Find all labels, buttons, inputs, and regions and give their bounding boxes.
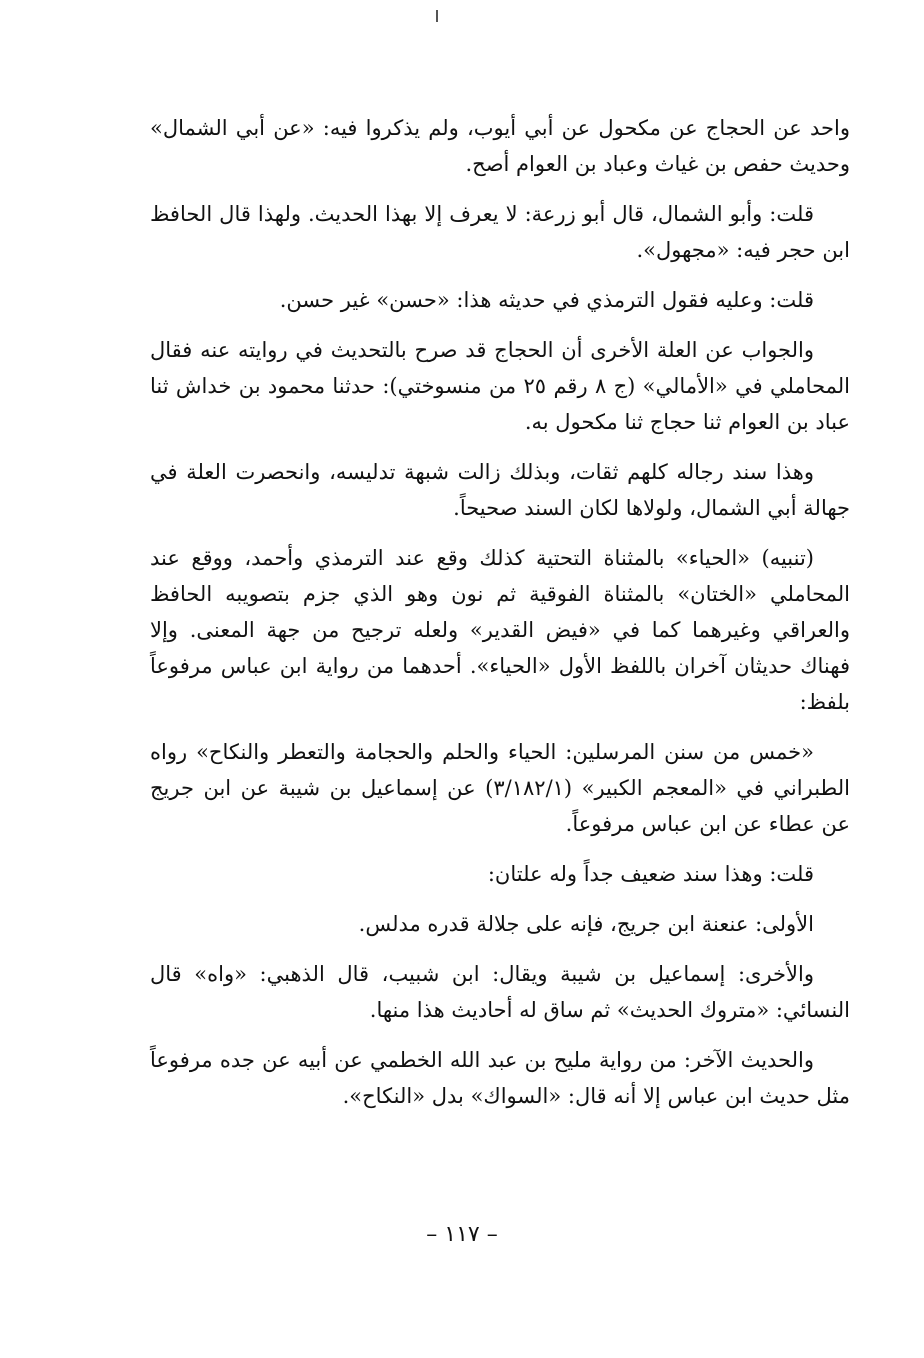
paragraph-10: والأخرى: إسماعيل بن شيبة ويقال: ابن شبيب، قال الذهبي: «واه» قال النسائي: «متروك الحديث» ثم ساق له أحاديث هذا منها.: [150, 962, 850, 1022]
top-margin-mark: [436, 10, 438, 22]
paragraph-9: الأولى: عنعنة ابن جريج، فإنه على جلالة قدره مدلس.: [358, 912, 814, 936]
paragraph-6: (تنبيه) «الحياء» بالمثناة التحتية كذلك وقع عند الترمذي وأحمد، ووقع عند المحاملي «الختان» بالمثناة الفوقية ثم نون وهو الذي جزم بتصويبه الحافظ والعراقي وغيرهما كما في «فيض القدير» ولعله ترجيح من جهة المعنى. وإلا فهناك حديثان آخران باللفظ الأول «الحياء». أحدهما من رواية ابن عباس مرفوعاً بلفظ:: [150, 546, 850, 714]
paragraph-4: والجواب عن العلة الأخرى أن الحجاج قد صرح بالتحديث في روايته عنه فقال المحاملي في «الأمالي» (ج ٨ رقم ٢٥ من منسوختي): حدثنا محمود بن خداش ثنا عباد بن العوام ثنا حجاج ثنا مكحول به.: [150, 338, 850, 434]
page-number: – ١١٧ –: [426, 1222, 498, 1247]
paragraph-3: قلت: وعليه فقول الترمذي في حديثه هذا: «حسن» غير حسن.: [279, 288, 814, 312]
paragraph-8: قلت: وهذا سند ضعيف جداً وله علتان:: [487, 862, 814, 886]
page-body-text: [150, 110, 850, 1128]
paragraph-1: واحد عن الحجاج عن مكحول عن أبي أيوب، ولم يذكروا فيه: «عن أبي الشمال» وحديث حفص بن غياث وعباد بن العوام أصح.: [150, 116, 850, 176]
paragraph-5: وهذا سند رجاله كلهم ثقات، وبذلك زالت شبهة تدليسه، وانحصرت العلة في جهالة أبي الشمال، ولولاها لكان السند صحيحاً.: [150, 460, 850, 520]
paragraph-2: قلت: وأبو الشمال، قال أبو زرعة: لا يعرف إلا بهذا الحديث. ولهذا قال الحافظ ابن حجر فيه: «مجهول».: [150, 202, 850, 262]
paragraph-7: «خمس من سنن المرسلين: الحياء والحلم والحجامة والتعطر والنكاح» رواه الطبراني في «المعجم الكبير» (٣/١٨٢/١) عن إسماعيل بن شيبة عن ابن جريج عن عطاء عن ابن عباس مرفوعاً.: [150, 740, 850, 836]
paragraph-11: والحديث الآخر: من رواية مليح بن عبد الله الخطمي عن أبيه عن جده مرفوعاً مثل حديث ابن عباس إلا أنه قال: «السواك» بدل «النكاح».: [150, 1048, 850, 1108]
